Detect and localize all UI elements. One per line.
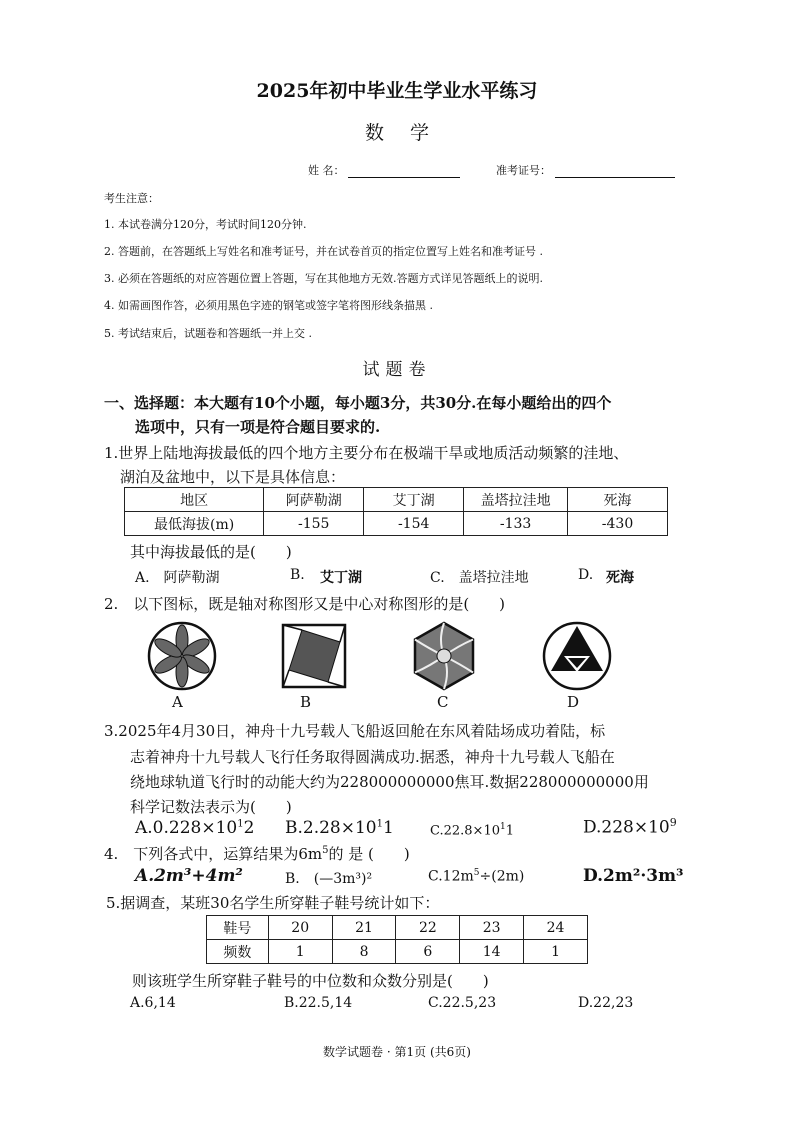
q3-line3: 绕地球轨道飞行时的动能大约为228000000000焦耳.数据228000000000用 (130, 773, 649, 791)
q1-option-c[interactable]: C. 盖塔拉洼地 (430, 570, 529, 586)
notice-heading: 考生注意： (104, 192, 159, 205)
q3-option-a-exp: 1 (237, 818, 244, 830)
table-cell: 艾丁湖 (364, 488, 464, 512)
table-cell: -430 (568, 512, 668, 536)
q3-option-b-exp: 1 (376, 818, 383, 830)
q2-text: 2. 以下图标，既是轴对称图形又是中心对称图形的是( ) (104, 595, 506, 613)
figure-label-d: D (567, 693, 580, 711)
q3-option-d-exp: 9 (669, 816, 677, 829)
q5-option-c[interactable]: C.22.5,23 (428, 995, 497, 1011)
section-heading: 试题卷 (362, 360, 432, 380)
q4-option-c-post: ÷(2m) (479, 868, 525, 885)
q5-option-d[interactable]: D.22,23 (578, 995, 634, 1011)
table-cell: 1 (524, 940, 588, 964)
q4-option-b[interactable]: B. (—3m³)² (285, 871, 373, 887)
q3-option-a-base: A.0.228×10 (135, 818, 238, 838)
q3-option-b[interactable] (285, 818, 394, 838)
table-cell: -155 (264, 512, 364, 536)
q4-option-a[interactable]: A.2m³+4m² (135, 866, 243, 886)
q3-option-d-base: D.228×10 (583, 817, 670, 838)
table-cell: 24 (524, 916, 588, 940)
name-blank[interactable] (348, 165, 460, 178)
q5-option-a[interactable]: A.6,14 (130, 995, 176, 1011)
table-cell: 21 (332, 916, 396, 940)
figure-label-b: B (300, 693, 312, 711)
q3-option-a-tail: 2 (243, 818, 255, 838)
table-cell: 鞋号 (207, 916, 269, 940)
q1-option-b-text[interactable]: 艾丁湖 (320, 570, 362, 586)
notice-item: 1. 本试卷满分120分，考试时间120分钟. (104, 218, 307, 231)
table-cell: 23 (460, 916, 524, 940)
table-row (207, 940, 588, 964)
table-row (125, 512, 668, 536)
q5-text: 5.据调查，某班30名学生所穿鞋子鞋号统计如下： (106, 894, 440, 912)
q4-option-c-exp: 5 (473, 868, 480, 878)
table-cell: 死海 (568, 488, 668, 512)
notice-item: 4. 如需画图作答，必须用黑色字迹的钢笔或签字笔将图形线条描黑 . (104, 299, 433, 312)
notice-item: 5. 考试结束后，试题卷和答题纸一并上交 . (104, 327, 312, 340)
q3-option-b-tail: 1 (383, 818, 394, 838)
q3-option-d[interactable] (583, 816, 677, 838)
q1-line2: 湖泊及盆地中，以下是具体信息： (120, 468, 346, 486)
flower-figure-a[interactable] (146, 620, 218, 692)
table-row (125, 488, 668, 512)
id-blank[interactable] (555, 165, 675, 178)
subject-title: 数学 (364, 122, 455, 144)
table-cell: -133 (464, 512, 568, 536)
q3-line1: 3.2025年4月30日，神舟十九号载人飞船返回舱在东风着陆场成功着陆，标 (104, 722, 606, 740)
q4-text (104, 843, 410, 864)
page-footer: 数学试题卷 · 第1页 (共6页) (323, 1045, 471, 1059)
table-cell: -154 (364, 512, 464, 536)
table-cell: 20 (268, 916, 332, 940)
q3-option-c-base: C.22.8×10 (430, 823, 500, 839)
table-cell: 6 (396, 940, 460, 964)
table-row (207, 916, 588, 940)
q3-option-c-exp: 1 (500, 822, 506, 832)
figure-label-a: A (172, 693, 183, 711)
q1-option-d-text[interactable]: 死海 (606, 570, 634, 586)
q3-line2: 志着神舟十九号载人飞行任务取得圆满成功.据悉，神舟十九号载人飞船在 (130, 748, 615, 766)
q4-option-c[interactable] (428, 868, 524, 885)
table-cell: 8 (332, 940, 396, 964)
q4-text-post: 的 是 ( ) (328, 845, 410, 863)
q1-option-b-letter[interactable]: B. (290, 567, 305, 583)
q3-option-b-base: B.2.28×10 (285, 818, 377, 838)
id-field-row (496, 162, 675, 178)
section1-line1: 一、选择题：本大题有10个小题，每小题3分，共30分.在每小题给出的四个 (104, 394, 612, 412)
table-cell: 14 (460, 940, 524, 964)
name-label: 姓 名： (308, 164, 345, 177)
q3-line4: 科学记数法表示为( ) (130, 798, 292, 816)
hexagon-figure-c[interactable] (408, 620, 480, 692)
q3-option-c[interactable] (430, 822, 514, 838)
table-cell: 盖塔拉洼地 (464, 488, 568, 512)
table-cell: 22 (396, 916, 460, 940)
q1-question: 其中海拔最低的是( ) (130, 543, 292, 561)
notice-item: 2. 答题前，在答题纸上写姓名和准考证号，并在试卷首页的指定位置写上姓名和准考证号 . (104, 245, 543, 258)
altitude-table (124, 487, 668, 536)
q4-text-pre: 4. 下列各式中，运算结果为6m (104, 845, 323, 863)
q4-option-d[interactable]: D.2m²·3m³ (583, 866, 684, 886)
figure-label-c: C (437, 693, 449, 711)
q1-option-d-letter[interactable]: D. (578, 567, 594, 583)
q5-option-b[interactable]: B.22.5,14 (284, 995, 353, 1011)
table-cell: 频数 (207, 940, 269, 964)
triangle-figure-d[interactable] (541, 620, 613, 692)
notice-item: 3. 必须在答题纸的对应答题位置上答题，写在其他地方无效.答题方式详见答题纸上的说明. (104, 272, 543, 285)
q4-text-exp: 5 (322, 845, 329, 856)
table-cell: 最低海拔(m) (125, 512, 264, 536)
q3-option-a[interactable] (135, 818, 254, 838)
id-label: 准考证号： (496, 164, 551, 177)
q4-option-c-pre: C.12m (428, 868, 474, 885)
q5-question: 则该班学生所穿鞋子鞋号的中位数和众数分别是( ) (132, 972, 489, 990)
table-cell: 1 (268, 940, 332, 964)
table-cell: 阿萨勒湖 (264, 488, 364, 512)
square-figure-b[interactable] (280, 622, 348, 690)
section1-line2: 选项中，只有一项是符合题目要求的. (135, 418, 381, 436)
q1-line1: 1.世界上陆地海拔最低的四个地方主要分布在极端干旱或地质活动频繁的洼地、 (104, 444, 629, 462)
q3-option-c-tail: 1 (505, 823, 515, 839)
exam-title: 2025年初中毕业生学业水平练习 (256, 80, 538, 102)
name-field-row (308, 162, 460, 178)
shoe-size-table (206, 915, 588, 964)
table-cell: 地区 (125, 488, 264, 512)
q1-option-a[interactable]: A. 阿萨勒湖 (135, 570, 220, 586)
